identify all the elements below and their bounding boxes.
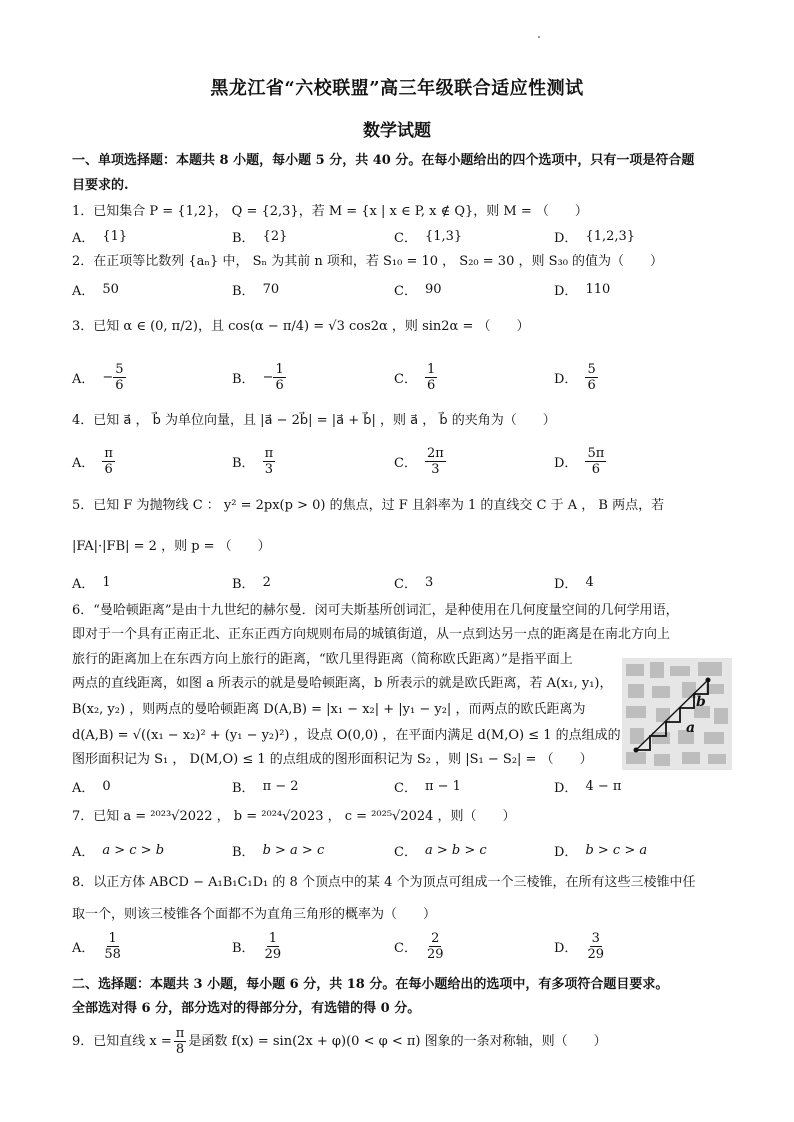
q5-option-a: A． 1	[72, 575, 111, 592]
q2-option-a: A． 50	[72, 282, 119, 299]
q6-stem-line4: 两点的直线距离，如图 a 所表示的就是曼哈顿距离，b 所表示的就是欧氏距离，若 A(x₁, y₁)，	[72, 676, 613, 691]
q4-options	[72, 446, 732, 476]
q9-fraction: $\frac{\pi}{8}$	[175, 1026, 185, 1057]
q4-option-b: B． $\frac{\pi}{3}$	[232, 446, 274, 477]
q7-options	[72, 841, 732, 871]
q6-options	[72, 777, 732, 807]
q8-option-b: B． $\frac{1}{29}$	[232, 931, 282, 962]
q6-stem-line1: 6．“曼哈顿距离”是由十九世纪的赫尔曼．闵可夫斯基所创词汇，是种使用在几何度量空间的几何学用语，	[72, 603, 679, 618]
q1-option-b: B． {2}	[232, 229, 288, 246]
q8-option-d: D． $\frac{3}{29}$	[554, 931, 604, 962]
q3-option-d: D． $\frac{5}{6}$	[554, 362, 596, 393]
q3-option-c: C． $\frac{1}{6}$	[394, 362, 436, 393]
section2-heading-line1: 二、选择题：本题共 3 小题，每小题 6 分，共 18 分。在每小题给出的选项中，有多项符合题目要求。	[72, 977, 669, 992]
exam-title: 黑龙江省“六校联盟”高三年级联合适应性测试	[210, 78, 584, 99]
scan-dot	[538, 36, 540, 38]
section1-heading-line2: 目要求的.	[72, 178, 129, 193]
section1-heading-line1: 一、单项选择题：本题共 8 小题，每小题 5 分，共 40 分。在每小题给出的四个选项中，只有一项是符合题	[72, 153, 695, 168]
q7-stem: 7．已知 a = ²⁰²³√2022 ， b = ²⁰²⁴√2023 ， c = ²⁰²⁵√2024 ，则（ ）	[72, 809, 516, 824]
section2-heading-line2: 全部选对得 6 分，部分选对的得部分分，有选错的得 0 分。	[72, 1001, 421, 1016]
q2-options	[72, 280, 732, 310]
q2-option-c: C． 90	[394, 282, 442, 299]
q6-stem-line3: 旅行的距离加上在东西方向上旅行的距离，“欧几里得距离（简称欧氏距离）”是指平面上	[72, 652, 573, 667]
figure-label-b: b	[696, 694, 706, 710]
manhattan-street-figure	[622, 658, 732, 770]
q6-stem-line5: B(x₂, y₂) ，则两点的曼哈顿距离 D(A,B) = |x₁ − x₂| + |y₁ − y₂| ，而两点的欧氏距离为	[72, 702, 586, 717]
q8-stem-line2: 取一个，则该三棱锥各个面都不为直角三角形的概率为（ ）	[72, 907, 437, 922]
q4-option-d: D． $\frac{5\pi}{6}$	[554, 446, 605, 477]
q6-option-a: A． 0	[72, 779, 111, 796]
q5-option-b: B． 2	[232, 575, 271, 592]
q9-stem	[72, 1026, 607, 1057]
q5-stem-line2: |FA|·|FB| = 2 ，则 p = （ ）	[72, 539, 271, 554]
q9-stem-post: 是函数 f(x) = sin(2x + φ)(0 < φ < π) 图象的一条对称轴，则（ ）	[188, 1033, 607, 1049]
q3-option-a: A． − $\frac{5}{6}$	[72, 362, 124, 393]
q5-option-d: D． 4	[554, 575, 594, 592]
q2-option-d: D． 110	[554, 282, 611, 299]
q6-option-b: B． π − 2	[232, 779, 299, 796]
q9-stem-pre: 9．已知直线 x =	[72, 1033, 172, 1049]
q7-option-b: B． b > a > c	[232, 843, 325, 860]
q3-stem: 3．已知 α ∈ (0, π/2)，且 cos(α − π/4) = √3 cos2α ，则 sin2α = （ ）	[72, 319, 530, 334]
q1-option-a: A． {1}	[72, 229, 128, 246]
exam-subject: 数学试题	[363, 121, 431, 141]
q6-stem-line7: 图形面积记为 S₁ ， D(M,O) ≤ 1 的点组成的图形面积记为 S₂ ，则 |S₁ − S₂| = （ ）	[72, 752, 593, 767]
q6-stem-line6: d(A,B) = √((x₁ − x₂)² + (y₁ − y₂)²) ，设点 O(0,0) ，在平面内满足 d(M,O) ≤ 1 的点组成的	[72, 728, 621, 743]
q3-options	[72, 362, 732, 392]
q8-options	[72, 931, 732, 961]
q1-option-c: C． {1,3}	[394, 229, 463, 246]
q6-option-c: C． π − 1	[394, 779, 461, 796]
q2-stem: 2．在正项等比数列 {aₙ} 中， Sₙ 为其前 n 项和，若 S₁₀ = 10 ， S₂₀ = 30 ，则 S₃₀ 的值为（ ）	[72, 254, 664, 269]
q6-option-d: D． 4 − π	[554, 779, 622, 796]
q3-option-b: B． − $\frac{1}{6}$	[232, 362, 284, 393]
q5-options	[72, 573, 732, 603]
q7-option-d: D． b > c > a	[554, 843, 648, 860]
q8-option-c: C． $\frac{2}{29}$	[394, 931, 444, 962]
q6-stem-line2: 即对于一个具有正南正北、正东正西方向规则布局的城镇街道，从一点到达另一点的距离是在南北方向上	[72, 627, 671, 642]
q5-option-c: C． 3	[394, 575, 434, 592]
q7-option-a: A． a > c > b	[72, 843, 165, 860]
q5-stem-line1: 5．已知 F 为抛物线 C ： y² = 2px(p > 0) 的焦点，过 F 且斜率为 1 的直线交 C 于 A ， B 两点，若	[72, 498, 665, 513]
q4-stem: 4．已知 a⃗ ， b⃗ 为单位向量，且 |a⃗ − 2b⃗| = |a⃗ + b⃗| ，则 a⃗ ， b⃗ 的夹角为（ ）	[72, 413, 556, 428]
q1-stem: 1．已知集合 P = {1,2}， Q = {2,3}，若 M = {x | x ∈ P, x ∉ Q}，则 M = （ ）	[72, 204, 588, 219]
figure-label-a: a	[686, 720, 696, 736]
q8-stem-line1: 8．以正方体 ABCD − A₁B₁C₁D₁ 的 8 个顶点中的某 4 个为顶点可组成一个三棱锥，在所有这些三棱锥中任	[72, 875, 696, 890]
q8-option-a: A． $\frac{1}{58}$	[72, 931, 121, 962]
q1-option-d: D． {1,2,3}	[554, 229, 636, 246]
q7-option-c: C． a > b > c	[394, 843, 487, 860]
q2-option-b: B． 70	[232, 282, 280, 299]
q4-option-c: C． $\frac{2\pi}{3}$	[394, 446, 444, 477]
q4-option-a: A． $\frac{\pi}{6}$	[72, 446, 113, 477]
